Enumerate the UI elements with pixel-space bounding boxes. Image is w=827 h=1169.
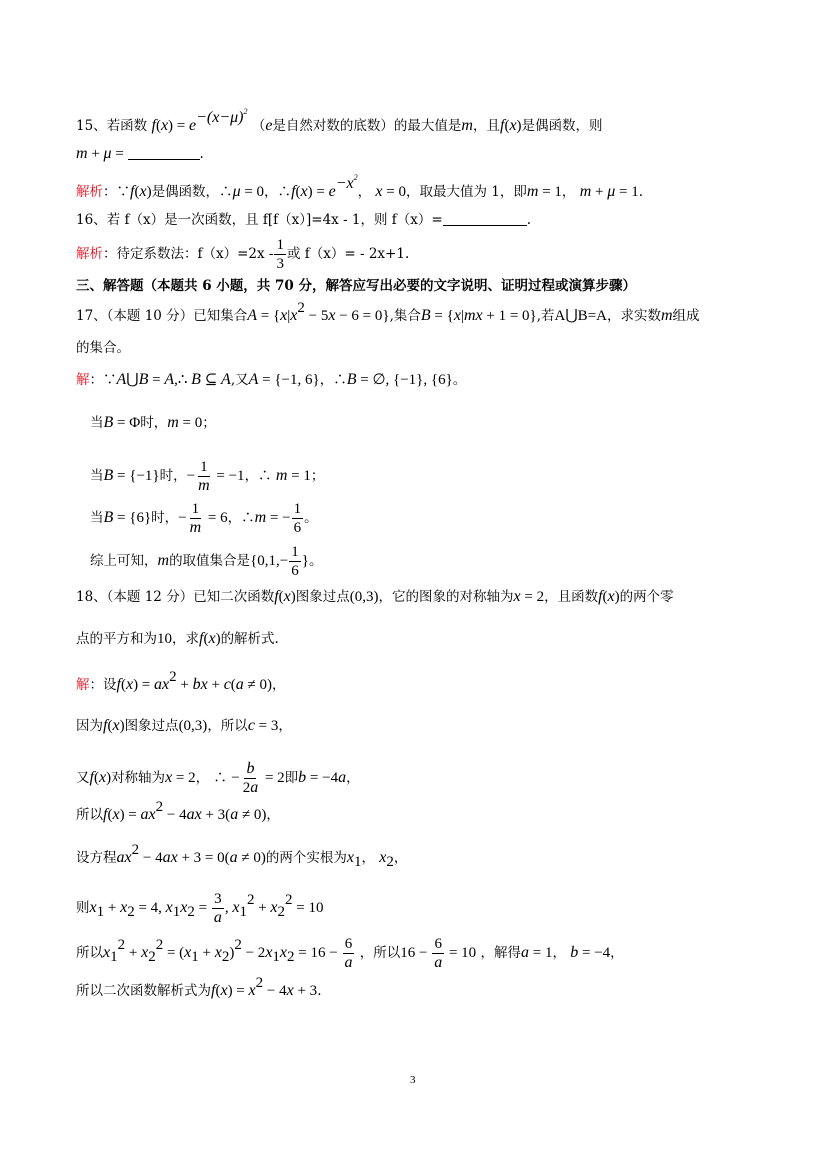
solution-18-step-3: 又f(x)对称轴为x = 2， ∴ − $\frac{b}{2a}$ = 2即b = −4a， [76, 760, 360, 796]
solution-17-case-2: 当B = {−1}时，− $\frac{1}{m}$ = −1，∴ m = 1； [90, 459, 325, 494]
question-18: 18、（本题 12 分）已知二次函数f(x)图象过点(0,3)，它的图象的对称轴为x = 2，且函数f(x)的两个零 [76, 588, 674, 605]
question-17-cont: 的集合。 [76, 340, 130, 356]
solution-18-step-6: 则$x_1 + x_2 = 4$, $x_1x_2$ = $\frac{3}{a}$ , $x_1^2 + x_2^2 = 10$ [76, 891, 324, 926]
solution-18-step-1: 解：设$f(x) = ax^2$ + bx + c(a ≠ 0)， [76, 669, 286, 693]
solution-17-case-1: 当B = Φ时，m = 0； [90, 414, 216, 431]
page-number: 3 [410, 1074, 416, 1086]
section-title: 三、解答题（本题共 6 小题，共 70 分，解答应写出必要的文字说明、证明过程或演算步骤） [76, 278, 636, 294]
answer-blank [128, 145, 200, 160]
solution-18-step-2: 因为f(x)图象过点(0,3)，所以c = 3， [76, 717, 292, 734]
solution-15: 解析：∵f(x)是偶函数，∴μ = 0，∴f(x) = $e^{-x^2}$， x = 0，取最大值为 1，即m = 1， m + μ = 1. [76, 173, 644, 200]
question-17: 17、（本题 10 分）已知集合$A = \{x|x^2 - 5x - 6 = 0\}$,集合B = {x|mx + 1 = 0},若A⋃B=A，求实数m组成 [76, 300, 700, 324]
solution-17-case-3: 当B = {6}时，− $\frac{1}{m}$ = 6，∴m = − $\frac{1}{6}$ 。 [90, 501, 318, 536]
question-18-cont: 点的平方和为10，求f(x)的解析式. [76, 630, 279, 647]
solution-17: 解：∵A⋃B = A,∴ B ⊆ A,又A = {−1, 6}，∴B = ∅, {−1}, {6}。 [76, 371, 467, 388]
question-15: 15、若函数 $f(x) = e^{-(x-\mu)^2}$ （e是自然对数的底数）的最大值是m，且f(x)是偶函数，则 [76, 107, 603, 134]
solution-17-conclusion: 综上可知，m的取值集合是{0,1,− $\frac{1}{6}$ }。 [90, 544, 323, 579]
solution-18-step-5: 设方程$ax^2 - 4ax + 3 = 0(a \ne 0)$的两个实根为$x_1$， $x_2$， [76, 842, 408, 870]
question-16: 16、若 f（x）是一次函数，且 f[f（x）]=4x - 1，则 f（x）= . [76, 212, 532, 228]
fraction: $\frac{1}{3}$ [276, 237, 284, 272]
solution-18-step-4: 所以$f(x) = ax^2 - 4ax + 3(a \ne 0)$， [76, 799, 280, 823]
answer-blank [443, 211, 527, 226]
solution-16: 解析：待定系数法：f（x）=2x - $\frac{1}{3}$ 或 f（x）= - 2x+1. [76, 237, 410, 272]
solution-18-step-8: 所以二次函数解析式为$f(x) = x^2 - 4x + 3$. [76, 975, 322, 999]
question-15-answer-line: m + μ = . [76, 145, 204, 162]
solution-18-step-7: 所以$x_1^2 + x_2^2 = (x_1 + x_2)^2 - 2x_1x_2 = 16$ − $\frac{6}{a}$ ，所以16 − $\frac{6}{a}$ = 10 ，解得a = 1， b = −4， [76, 936, 624, 971]
